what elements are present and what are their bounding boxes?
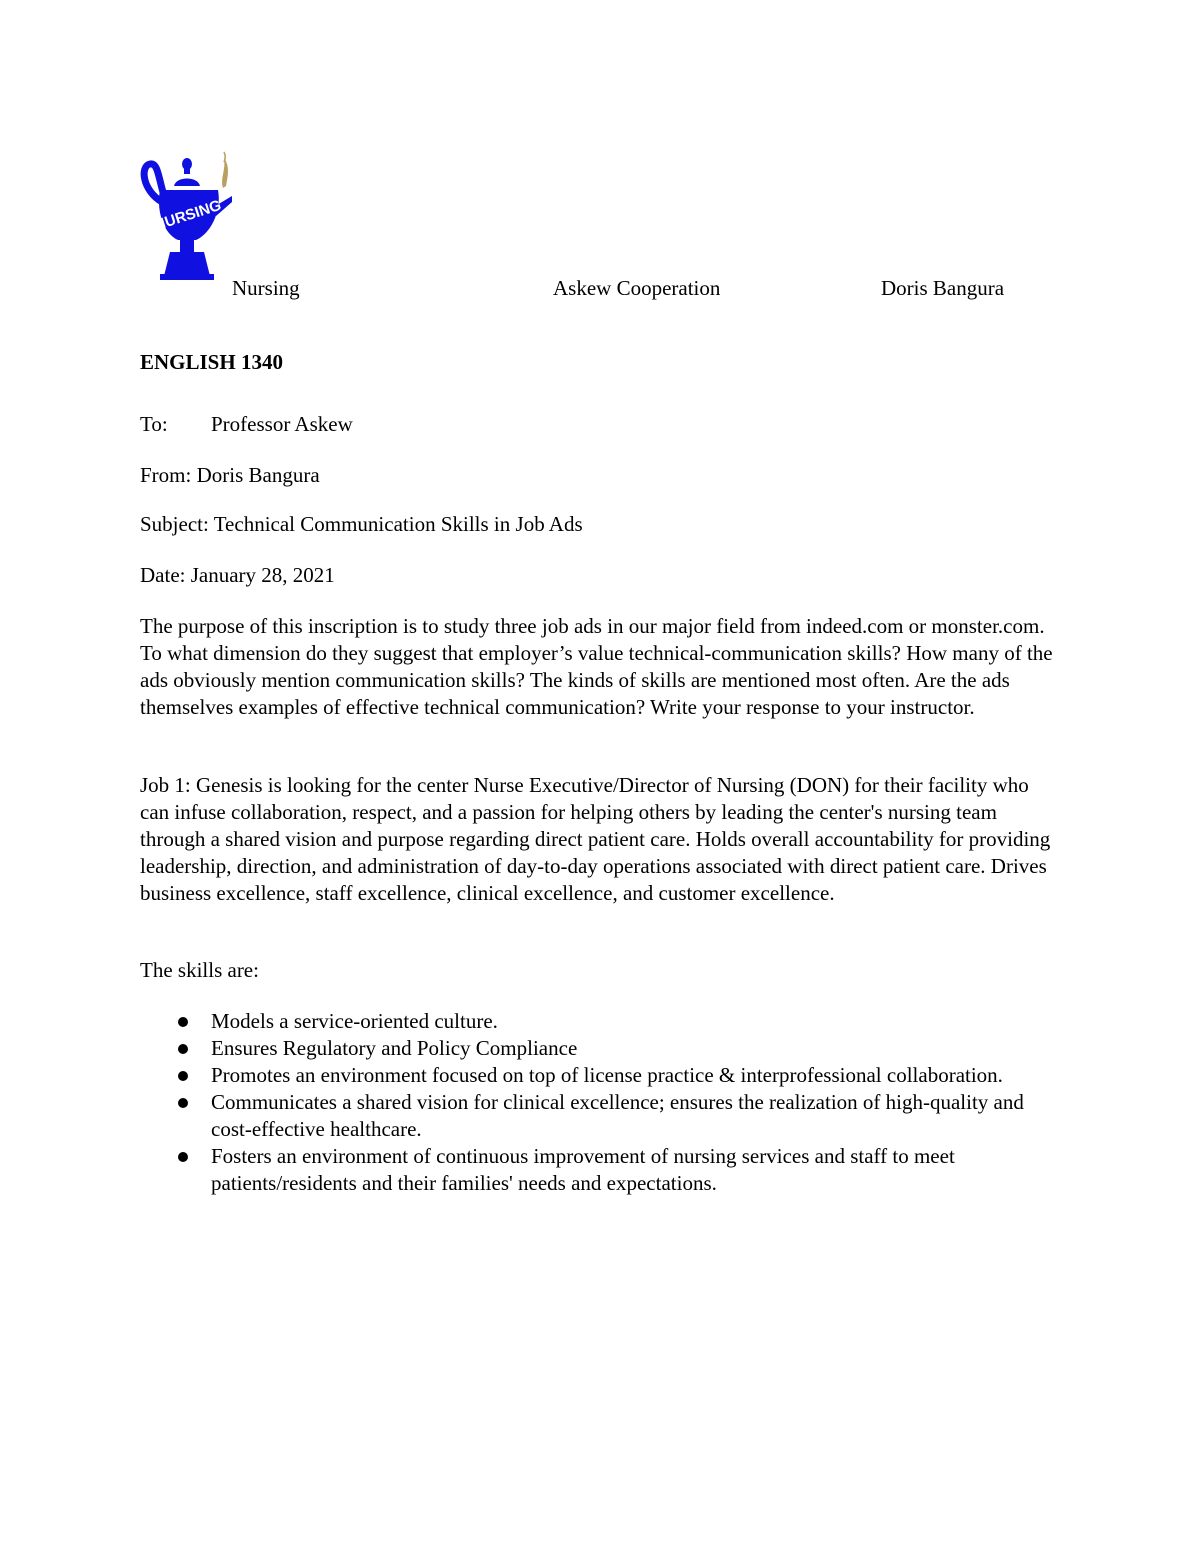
- bullet-icon: [178, 1044, 188, 1054]
- skills-intro: The skills are:: [140, 958, 259, 982]
- header-right-label: Doris Bangura: [881, 276, 1005, 300]
- bullet-icon: [178, 1152, 188, 1162]
- skill-text: Communicates a shared vision for clinical excellence; ensures the realization of high-quality and cost-effective healthcare.: [211, 1090, 1024, 1141]
- skill-text: Promotes an environment focused on top of license practice & interprofessional collaboration.: [211, 1063, 1003, 1087]
- skills-list: [140, 1008, 1055, 1197]
- memo-date-line: Date: January 28, 2021: [140, 563, 335, 587]
- skill-text: Ensures Regulatory and Policy Compliance: [211, 1036, 578, 1060]
- bullet-icon: [178, 1017, 188, 1027]
- logo-lettering: NURSING: [152, 196, 224, 235]
- nursing-lamp-icon: [140, 150, 235, 285]
- course-title: ENGLISH 1340: [140, 350, 283, 374]
- job1-paragraph: Job 1: Genesis is looking for the center Nurse Executive/Director of Nursing (DON) for their facility who can infuse collaboration, respect, and a passion for helping others by leading the center's nursing team through a shared vision and purpose regarding direct patient care. Holds overall accountability for providing leadership, direction, and administration of day-to-day operations associated with direct patient care. Drives business excellence, staff excellence, clinical excellence, and customer excellence.: [140, 773, 1051, 905]
- skill-text: Fosters an environment of continuous improvement of nursing services and staff to meet patients/residents and their families' needs and expectations.: [211, 1144, 955, 1195]
- memo-to-label: To:: [140, 412, 168, 436]
- list-item: [140, 1089, 1055, 1143]
- memo-to-line: [140, 411, 1055, 438]
- memo-from-line: From: Doris Bangura: [140, 463, 320, 487]
- memo-to-value: Professor Askew: [211, 412, 353, 436]
- memo-subject-line: Subject: Technical Communication Skills in Job Ads: [140, 512, 583, 536]
- list-item: [140, 1143, 1055, 1197]
- list-item: [140, 1035, 1055, 1062]
- header-left-label: Nursing: [232, 276, 300, 300]
- list-item: [140, 1062, 1055, 1089]
- bullet-icon: [178, 1098, 188, 1108]
- header-center-label: Askew Cooperation: [553, 276, 721, 300]
- list-item: [140, 1008, 1055, 1035]
- purpose-paragraph: The purpose of this inscription is to study three job ads in our major field from indeed.com or monster.com. To what dimension do they suggest that employer’s value technical-communication skills? How many of the ads obviously mention communication skills? The kinds of skills are mentioned most often. Are the ads themselves examples of effective technical communication? Write your response to your instructor.: [140, 614, 1053, 719]
- bullet-icon: [178, 1071, 188, 1081]
- skill-text: Models a service-oriented culture.: [211, 1009, 498, 1033]
